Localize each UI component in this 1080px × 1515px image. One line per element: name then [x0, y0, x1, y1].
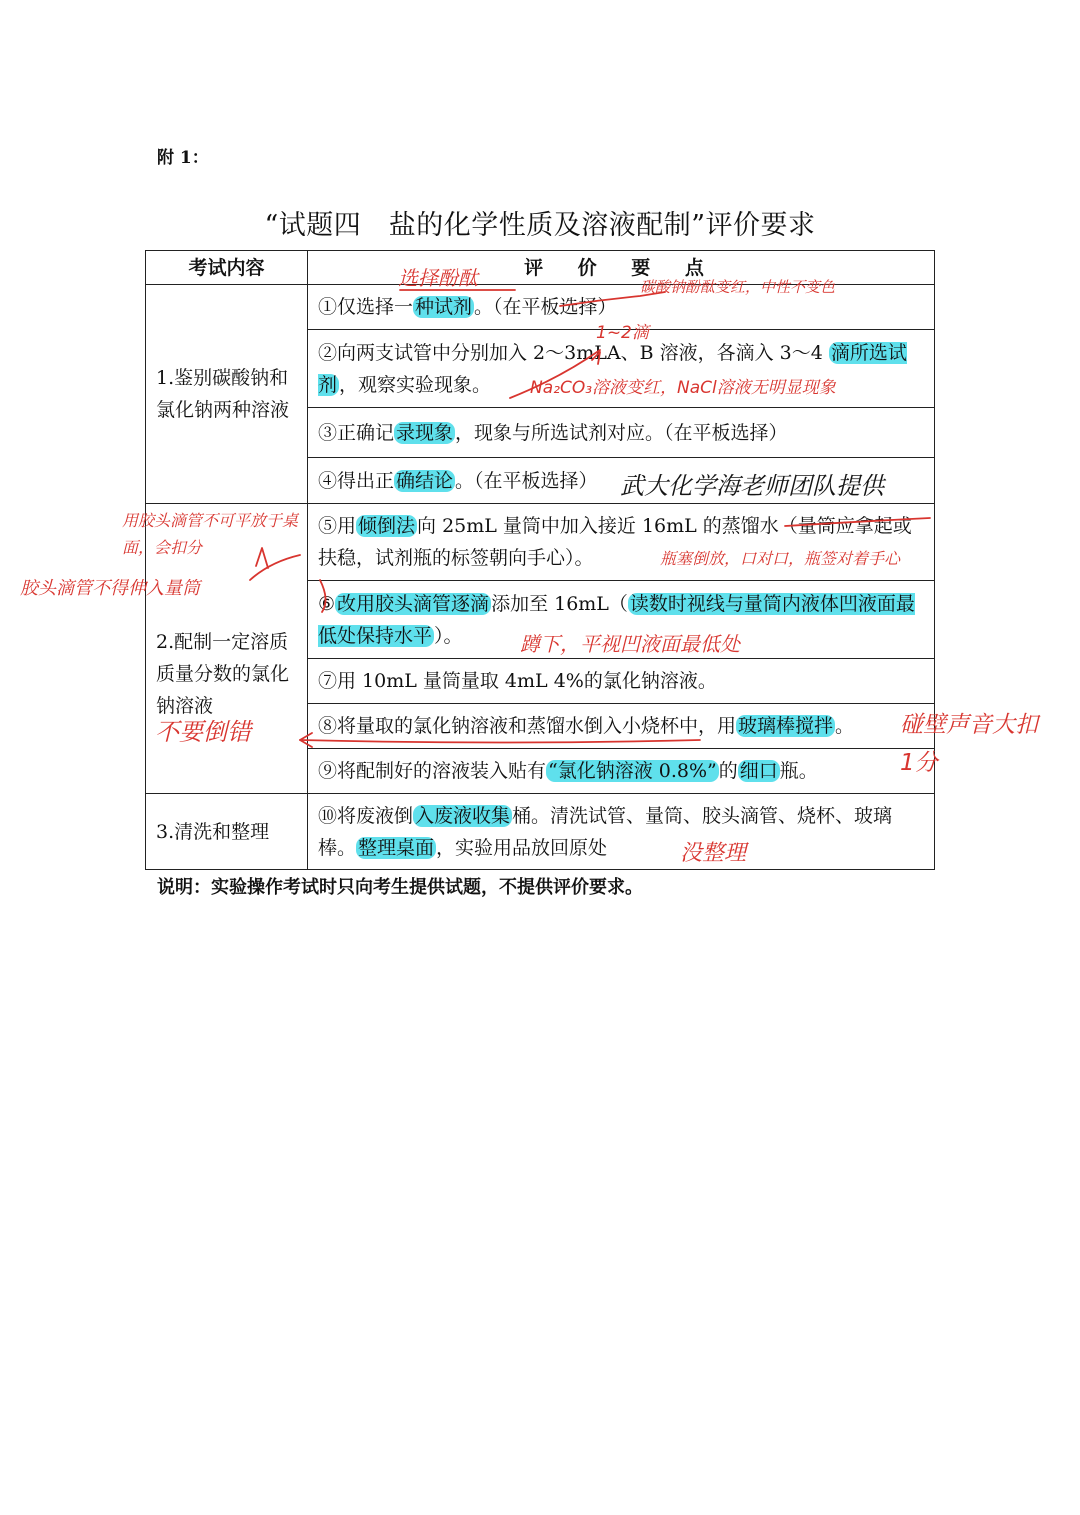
header-content: 考试内容	[146, 251, 308, 285]
point-cell: ⑨将配制好的溶液装入贴有 “氯化钠溶液 0.8%” 的 细口 瓶。	[308, 749, 935, 794]
handwritten-note: 不要倒错	[155, 718, 251, 746]
header-points: 评 价 要 点	[308, 251, 935, 285]
highlight: 滴所选试剂	[318, 341, 907, 396]
handwritten-note: 瓶塞倒放，口对口，瓶签对着手心	[660, 549, 901, 568]
handwritten-note: 选择酚酞	[398, 266, 478, 290]
highlight: 确结论	[396, 469, 454, 492]
point-cell: ④得出正 确结论 。（在平板选择）	[308, 458, 935, 504]
handwritten-note: 碰壁声音大扣1分	[900, 712, 1038, 776]
point-cell: ⑤用 倾倒法 向 25mL 量筒中加入接近 16mL 的蒸馏水（量筒应拿起或扶稳，试剂瓶的标签朝向手心）。	[308, 504, 935, 581]
handwritten-note: 碳酸钠酚酞变红，中性不变色	[640, 278, 836, 296]
highlight: 录现象	[396, 421, 454, 444]
category-cell: 1.鉴别碳酸钠和氯化钠两种溶液	[146, 285, 308, 504]
highlight: 读数时视线与量筒内液体凹液面最低处保持水平	[318, 592, 915, 647]
highlight: 细口	[739, 760, 778, 782]
highlight: “氯化钠溶液 0.8%”	[548, 760, 717, 782]
highlight: 种试剂	[415, 296, 473, 318]
point-cell: ⑦用 10mL 量筒量取 4mL 4%的氯化钠溶液。	[308, 659, 935, 704]
point-cell: ⑥ 改用胶头滴管逐滴 添加至 16mL（ 读数时视线与量筒内液体凹液面最低处保持水平 ）。	[308, 581, 935, 659]
point-cell: ⑧将量取的氯化钠溶液和蒸馏水倒入小烧杯中，用 玻璃棒搅拌 。	[308, 704, 935, 749]
point-cell: ③正确记 录现象 ，现象与所选试剂对应。（在平板选择）	[308, 408, 935, 458]
highlight: 入废液收集	[415, 804, 511, 827]
point-cell: ⑩将废液倒 入废液收集 桶。清洗试管、量筒、胶头滴管、烧杯、玻璃棒。 整理桌面 ，实验用品放回原处	[308, 794, 935, 870]
table-row	[146, 794, 935, 870]
category-cell: 2.配制一定溶质质量分数的氯化钠溶液	[146, 504, 308, 794]
handwritten-note: 没整理	[680, 841, 747, 866]
footnote: 说明：实验操作考试时只向考生提供试题，不提供评价要求。	[157, 877, 643, 898]
highlight: 玻璃棒搅拌	[738, 715, 834, 737]
handwritten-note: 胶头滴管不得伸入量筒	[20, 578, 200, 599]
highlight: 倾倒法	[358, 515, 416, 537]
document-title: “试题四 盐的化学性质及溶液配制”评价要求	[264, 210, 816, 241]
highlight: 改用胶头滴管逐滴	[337, 592, 490, 615]
attachment-label: 附 1：	[157, 148, 209, 168]
handwritten-note: 用胶头滴管不可平放于桌面，会扣分	[122, 511, 299, 557]
handwritten-note: 武大化学海老师团队提供	[620, 472, 884, 500]
point-cell: ②向两支试管中分别加入 2～3mLA、B 溶液，各滴入 3～4 滴所选试剂 ，观察实验现象。	[308, 330, 935, 408]
category-cell: 3.清洗和整理	[146, 794, 308, 870]
highlight: 整理桌面	[358, 836, 435, 859]
handwritten-note: 蹲下，平视凹液面最低处	[520, 632, 740, 656]
point-cell: ①仅选择一 种试剂 。（在平板选择）	[308, 285, 935, 330]
handwritten-note: 1~2滴	[596, 323, 649, 343]
handwritten-note: Na₂CO₃溶液变红，NaCl溶液无明显现象	[530, 378, 836, 398]
